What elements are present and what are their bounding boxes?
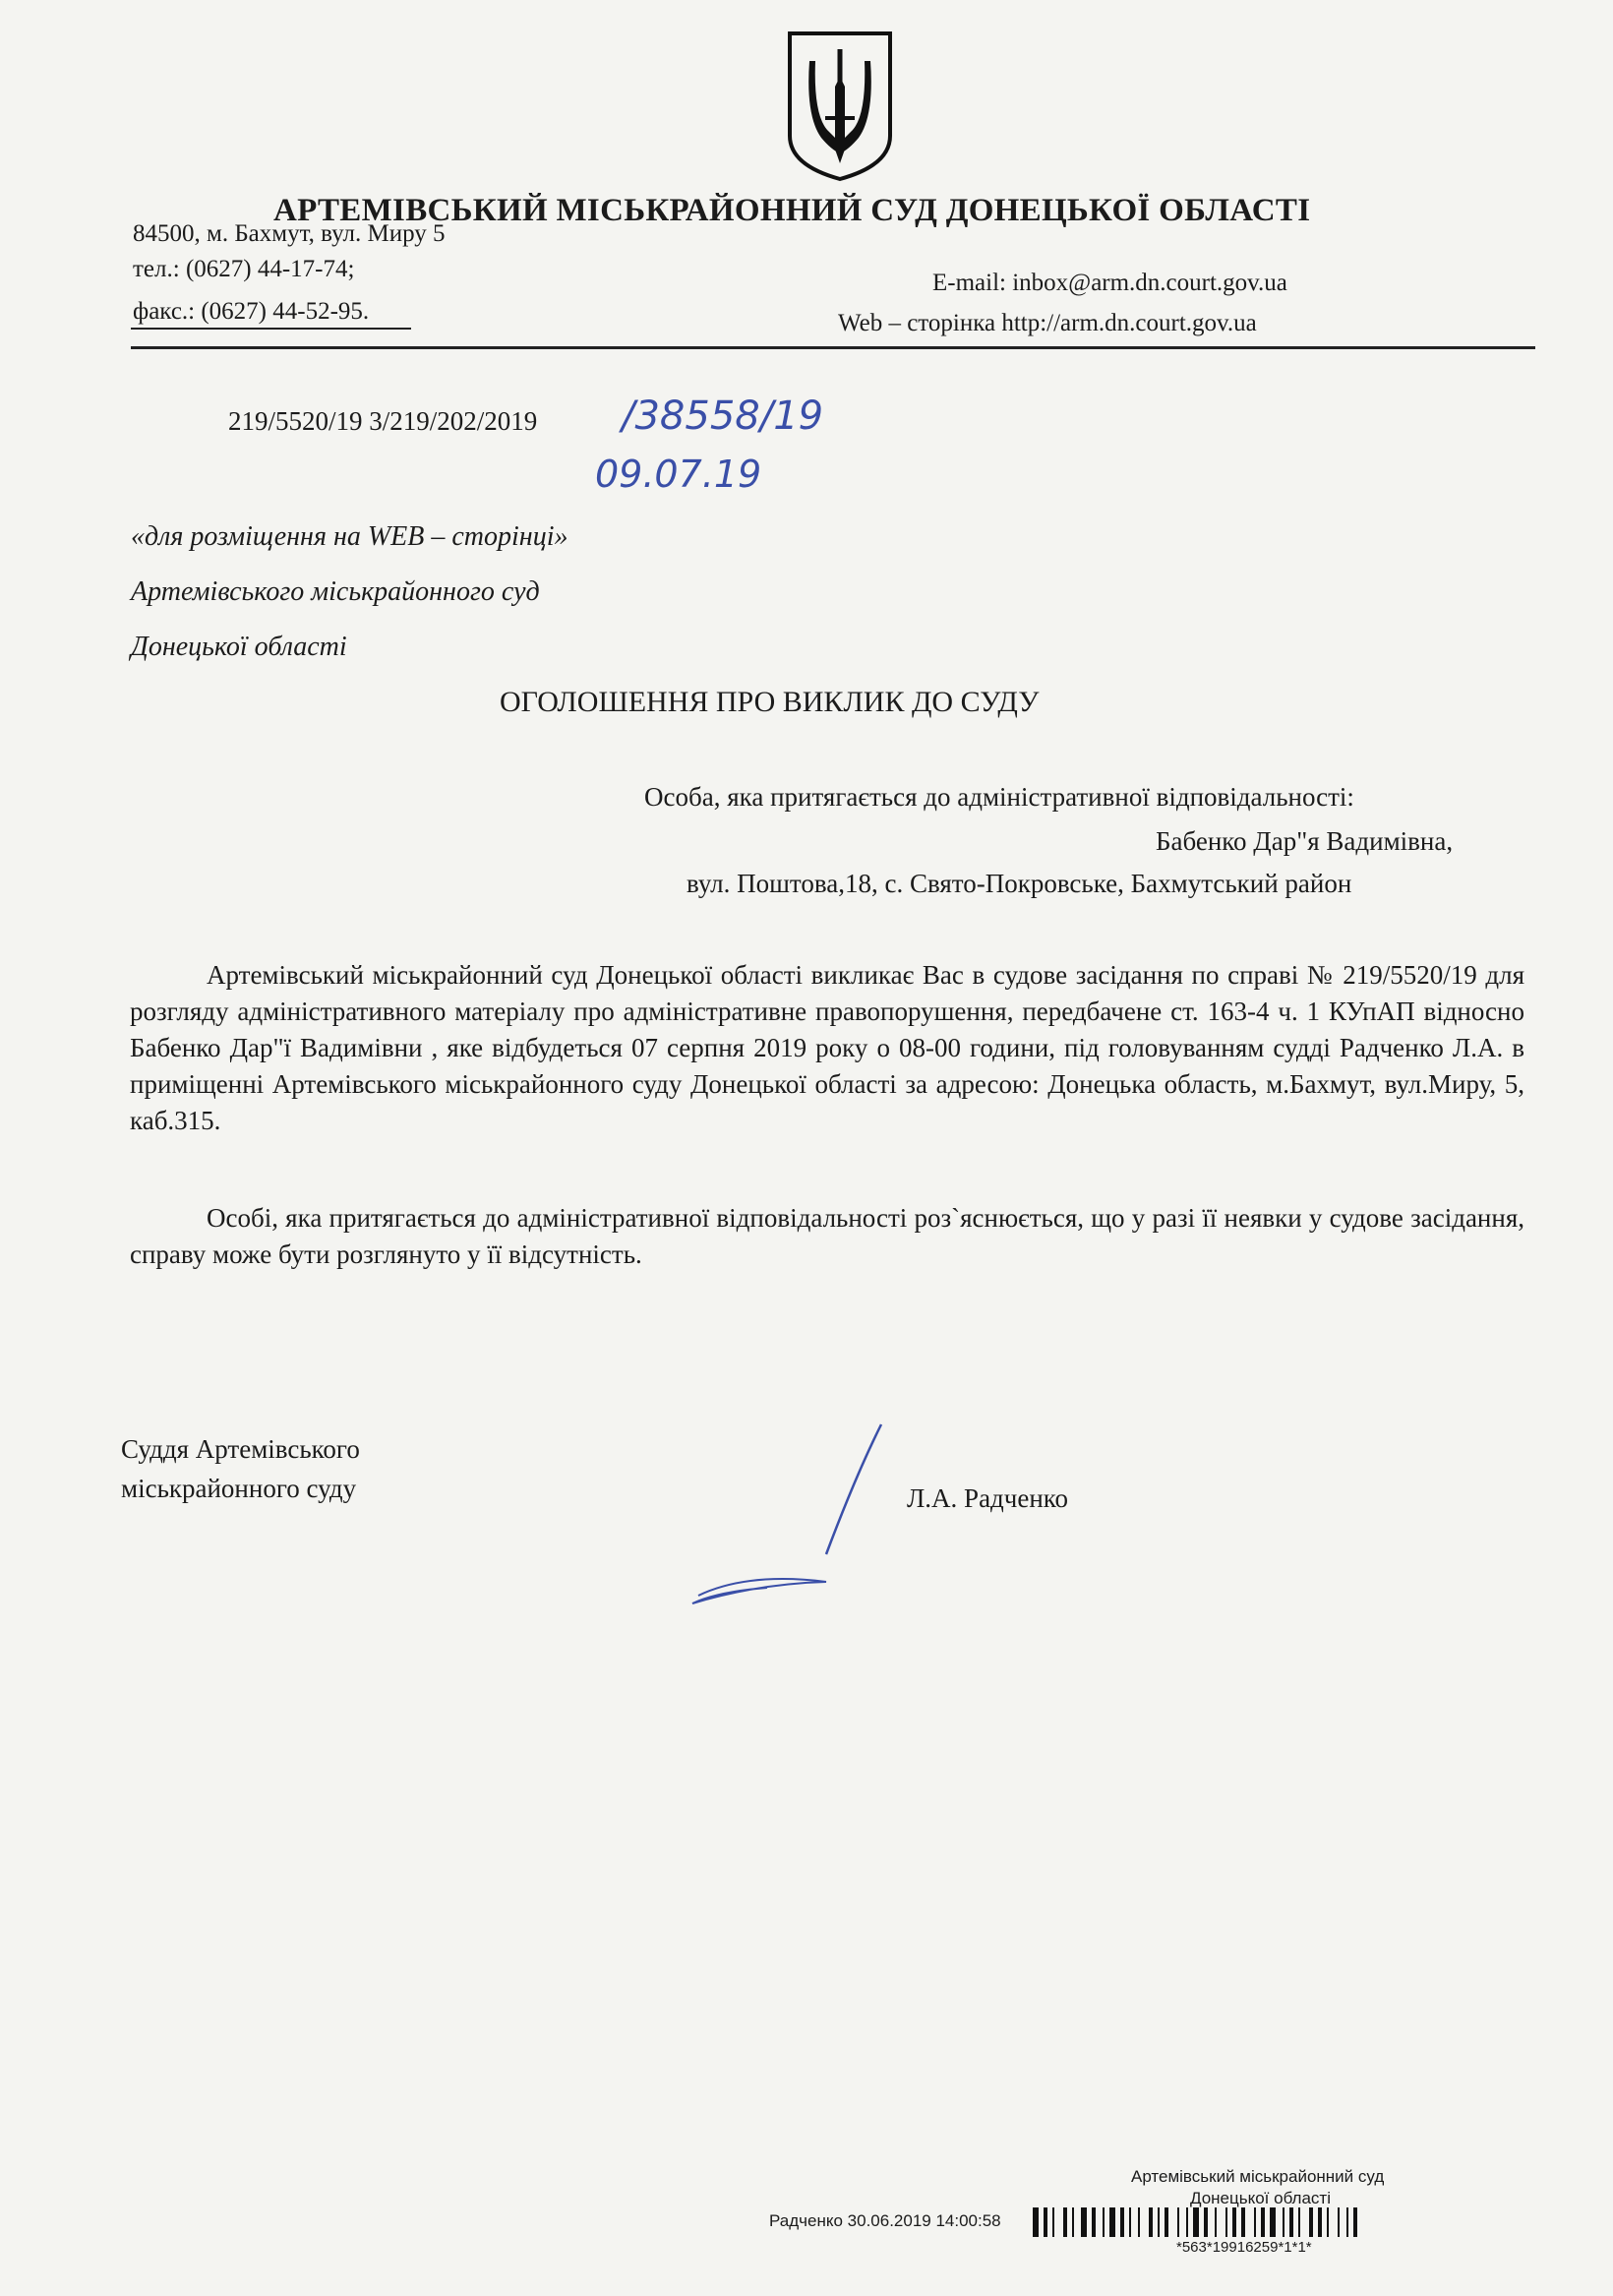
absence-notice-text: Особі, яка притягається до адміністративної відповідальності роз`яснюється, що у разі її неявки у судове засідання, справу може бути розглянуто у її відсутність.: [130, 1203, 1524, 1269]
footer-print-info: Радченко 30.06.2019 14:00:58: [769, 2211, 1001, 2230]
barcode-bar: [1177, 2207, 1179, 2237]
barcode-bar: [1072, 2207, 1074, 2237]
case-number: 219/5520/19 3/219/202/2019: [228, 406, 538, 436]
barcode-text: *563*19916259*1*1*: [1176, 2239, 1312, 2256]
signature-role-line1: Суддя Артемівського: [121, 1434, 360, 1464]
footer-region: Донецької області: [1190, 2189, 1331, 2207]
barcode-bar: [1338, 2207, 1340, 2237]
handwritten-registration-date: 09.07.19: [595, 453, 762, 496]
barcode-bar: [1063, 2207, 1067, 2237]
barcode-bar: [1092, 2207, 1096, 2237]
barcode-bar: [1103, 2207, 1105, 2237]
placement-region: Донецької області: [131, 632, 347, 662]
recipient-address: вул. Поштова,18, с. Свято-Покровське, Бахмутський район: [687, 869, 1352, 898]
barcode-bar: [1353, 2207, 1357, 2237]
barcode-bar: [1241, 2207, 1245, 2237]
barcode-bar: [1120, 2207, 1124, 2237]
barcode-bar: [1327, 2207, 1329, 2237]
signature-role-line2: міськрайонного суду: [121, 1474, 357, 1503]
barcode-bar: [1232, 2207, 1236, 2237]
barcode-bar: [1044, 2207, 1047, 2237]
barcode-bar: [1129, 2207, 1131, 2237]
summons-paragraph: [130, 957, 1524, 1139]
header-divider: [131, 346, 1535, 349]
barcode-bar: [1283, 2207, 1284, 2237]
footer-court-name: Артемівський міськрайонний суд: [1131, 2167, 1385, 2186]
coat-of-arms-icon: [782, 28, 898, 183]
court-website: Web – сторінка http://arm.dn.court.gov.ua: [838, 310, 1257, 336]
recipient-label: Особа, яка притягається до адміністративної відповідальності:: [644, 782, 1354, 812]
barcode-bar: [1225, 2207, 1227, 2237]
barcode-bar: [1346, 2207, 1348, 2237]
barcode-bar: [1309, 2207, 1313, 2237]
fax-underline: [131, 328, 411, 330]
barcode-bar: [1138, 2207, 1140, 2237]
barcode-bar: [1158, 2207, 1160, 2237]
judge-name: Л.А. Радченко: [907, 1483, 1069, 1513]
court-phone: тел.: (0627) 44-17-74;: [133, 256, 355, 282]
barcode-bar: [1254, 2207, 1256, 2237]
barcode-bar: [1298, 2207, 1300, 2237]
barcode-bar: [1215, 2207, 1217, 2237]
barcode-bar: [1289, 2207, 1293, 2237]
document-title: ОГОЛОШЕННЯ ПРО ВИКЛИК ДО СУДУ: [500, 686, 1040, 718]
court-address: 84500, м. Бахмут, вул. Миру 5: [133, 220, 446, 247]
court-email: E-mail: inbox@arm.dn.court.gov.ua: [932, 270, 1287, 296]
barcode-bar: [1081, 2207, 1087, 2237]
court-name: АРТЕМІВСЬКИЙ МІСЬКРАЙОННИЙ СУД ДОНЕЦЬКОЇ ОБЛАСТІ: [273, 193, 1311, 228]
barcode-bar: [1149, 2207, 1153, 2237]
placement-court: Артемівського міськрайонного суд: [131, 576, 540, 607]
barcode-bar: [1052, 2207, 1054, 2237]
recipient-name: Бабенко Дар"я Вадимівна,: [1156, 826, 1454, 856]
barcode: [1033, 2207, 1513, 2239]
barcode-bar: [1109, 2207, 1115, 2237]
barcode-bar: [1261, 2207, 1265, 2237]
barcode-bar: [1186, 2207, 1188, 2237]
summons-text: Артемівський міськрайонний суд Донецької області викликає Вас в судове засідання по справі № 219/5520/19 для розгляду адміністративного матеріалу про адміністративне правопорушення, передбачене ст. 163-4 ч. 1 КУпАП відносно Бабенко Дар"ї Вадимівни , яке відбудеться 07 серпня 2019 року о 08-00 години, під головуванням судді Радченко Л.А. в приміщенні Артемівського міськрайонного суду Донецької області за адресою: Донецька область, м.Бахмут, вул.Миру, 5, каб.315.: [130, 960, 1524, 1135]
barcode-bar: [1165, 2207, 1168, 2237]
handwritten-registration-number: /38558/19: [622, 393, 824, 439]
barcode-bar: [1193, 2207, 1199, 2237]
barcode-bar: [1318, 2207, 1322, 2237]
placement-note: «для розміщення на WEB – сторінці»: [131, 521, 568, 552]
handwritten-signature: [679, 1417, 915, 1613]
barcode-bar: [1204, 2207, 1208, 2237]
court-fax: факс.: (0627) 44-52-95.: [133, 298, 370, 325]
absence-notice-paragraph: [130, 1200, 1524, 1273]
barcode-bar: [1270, 2207, 1276, 2237]
barcode-bar: [1033, 2207, 1039, 2237]
